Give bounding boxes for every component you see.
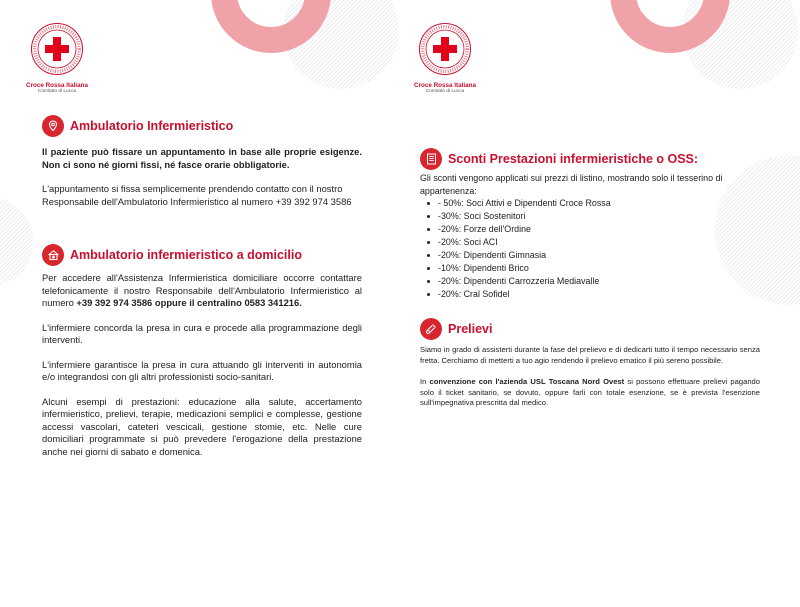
domicilio-phone: +39 392 974 3586 oppure il centralino 0583 341216.: [76, 297, 302, 308]
prelievi-para2: [420, 377, 760, 409]
list-item: - 50%: Soci Attivi e Dipendenti Croce Rossa: [420, 197, 760, 210]
logo-right: [400, 22, 490, 94]
section-title-sconti: [420, 148, 698, 170]
list-item: -20%: Soci ACI: [420, 236, 760, 249]
org-name: Croce Rossa Italiana: [26, 82, 88, 89]
list-item: -20%: Dipendenti Gimnasia: [420, 249, 760, 262]
sconti-list: [420, 197, 760, 301]
domicilio-para1-text: Per accedere all'Assistenza Infermieristica domiciliare occorre contattare telefonicamente il nostro Responsabile dell'Ambulatorio Infermieristico al numero: [42, 272, 362, 308]
domicilio-title: Ambulatorio infermieristico a domicilio: [70, 248, 302, 262]
section-title-domicilio: [42, 244, 302, 266]
list-item: -10%: Dipendenti Brico: [420, 262, 760, 275]
logo-left: [12, 22, 102, 94]
domicilio-para2: L'infermiere concorda la presa in cura e procede alla programmazione degli interventi.: [42, 321, 362, 345]
org-name: Croce Rossa Italiana: [414, 82, 476, 89]
domicilio-para4: Alcuni esempi di prestazioni: educazione alla salute, accertamento infermieristico, prelievi, terapie, medicazioni semplici e complesse, gestione accessi vascolari, cateteri vescicali, gestione stomie, etc. Nelle cure domiciliari programmate si può prevedere l'erogazione della prestazione anche nei giorni di sabato e domenica.: [42, 395, 362, 457]
home-care-icon: [42, 244, 64, 266]
committee-name: Comitato di Lucca: [37, 89, 77, 94]
section-title-prelievi: [420, 318, 492, 340]
ambulatorio-body: [42, 146, 362, 208]
committee-name: Comitato di Lucca: [425, 89, 465, 94]
domicilio-para1: [42, 272, 362, 310]
sconti-intro: Gli sconti vengono applicati sui prezzi di listino, mostrando solo il tesserino di appartenenza:: [420, 173, 723, 196]
list-item: -20%: Dipendenti Carrozzeria Mediavalle: [420, 275, 760, 288]
list-item: -30%: Soci Sostenitori: [420, 210, 760, 223]
sconti-body: [420, 172, 760, 301]
convenzione-text: convenzione con l'azienda USL Toscana Nord Ovest: [429, 377, 625, 387]
sconti-title: Sconti Prestazioni infermieristiche o OSS:: [448, 152, 699, 166]
prelievi-title: Prelievi: [448, 322, 493, 336]
list-item: -20%: Cral Sofidel: [420, 288, 760, 301]
prelievi-body: [420, 345, 760, 409]
ambulatorio-intro: Il paziente può fissare un appuntamento in base alle proprie esigenze. Non ci sono né giorni fissi, né fasce orarie obbligatorie.: [42, 146, 362, 170]
section-title-ambulatorio: [42, 115, 233, 137]
ambulatorio-contact: L'appuntamento si fissa semplicemente prendendo contatto con il nostro Responsabile dell'Ambulatorio Infermieristico al numero +39 392 974 3586: [42, 183, 352, 207]
red-cross-emblem-icon: [418, 22, 472, 76]
list-item: -20%: Forze dell'Ordine: [420, 223, 760, 236]
prelievi-para2-suffix: si possono effettuare prelievi pagando solo il ticket sanitario, se dovuto, oppure farli con totale esenzione, se è prevista l'esenzione sull'impegnativa prescritta dal medico.: [420, 377, 760, 408]
test-tube-icon: [420, 318, 442, 340]
location-pin-icon: [42, 115, 64, 137]
ambulatorio-title: Ambulatorio Infermieristico: [70, 119, 234, 133]
document-list-icon: [420, 148, 442, 170]
prelievi-para1: Siamo in grado di assisterti durante la fase del prelievo e di dedicarti tutto il tempo necessario senza fretta. Cerchiamo di metterti a tuo agio rendendo il prelievo ematico il più sereno possibile.: [420, 345, 760, 365]
domicilio-para3: L'infermiere garantisce la presa in cura attuando gli interventi in autonomia e/o integrandosi con gli altri professionisti socio-sanitari.: [42, 358, 362, 382]
prelievi-para2-prefix: In: [420, 377, 430, 387]
right-page: [400, 0, 800, 607]
domicilio-body: [42, 272, 362, 458]
red-cross-emblem-icon: [30, 22, 84, 76]
